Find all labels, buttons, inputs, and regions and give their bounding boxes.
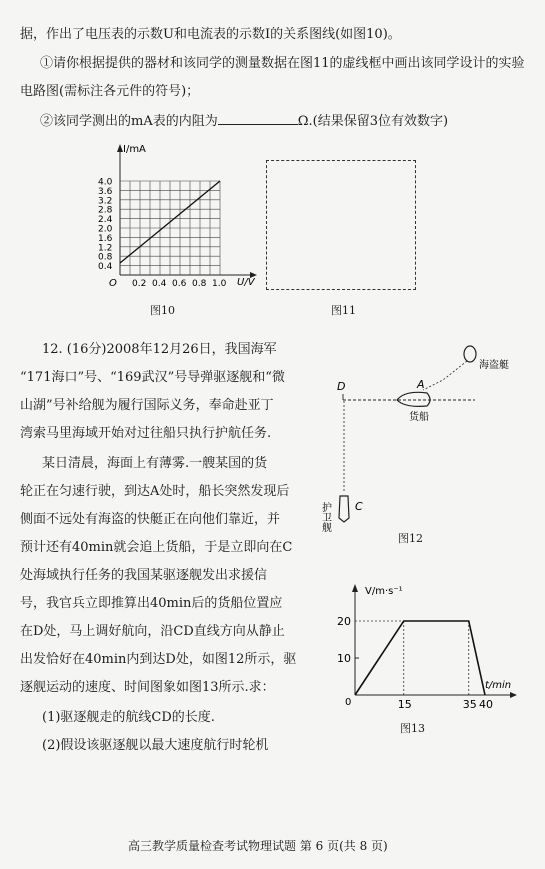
escort-label-1: 护卫舰	[319, 502, 331, 532]
text-line: 据，作出了电压表的示数U和电流表的示数I的关系图线(如图10)。	[20, 27, 401, 42]
pirate-label: 海盗艇	[479, 360, 509, 371]
point-d-label: D	[337, 380, 346, 393]
figure-13-graph	[325, 580, 525, 715]
figure-10-graph	[95, 140, 265, 295]
escort-ship-icon	[339, 496, 349, 522]
y-axis-label: I/mA	[123, 144, 146, 155]
y-tick-label: 10	[337, 652, 351, 665]
point-a-label: A	[417, 378, 425, 391]
q12-line: 逐舰运动的速度、时间图象如图13所示.求：	[20, 680, 275, 695]
q12-line: “171海口”号、“169武汉”号导弹驱逐舰和“微	[20, 370, 285, 385]
text-line: 电路图(需标注各元件的符号)；	[20, 84, 200, 99]
velocity-series-line	[355, 621, 485, 695]
x-tick-label: 1.0	[212, 279, 227, 289]
text-line: ①请你根据提供的器材和该同学的测量数据在图11的虚线框中画出该同学设计的实验	[40, 56, 525, 71]
q12-line: 侧面不远处有海盗的快艇正在向他们靠近，并	[20, 512, 281, 527]
figure-11-box	[266, 160, 416, 290]
x-tick-label: 15	[397, 698, 412, 711]
origin-label: 0	[345, 697, 352, 708]
y-tick-label: 2.4	[98, 215, 113, 226]
x-tick-label: 35	[462, 698, 477, 711]
point-c-label: C	[355, 500, 363, 513]
answer-blank	[218, 112, 298, 125]
q12-line: 出发恰好在40min内到达D处，如图12所示，驱	[20, 652, 297, 667]
q12-line: 山湖”号补给舰为履行国际义务，奉命赴亚丁	[20, 398, 274, 413]
q12-line: 某日清晨，海面上有薄雾.一艘某国的货	[42, 456, 268, 471]
y-tick-label: 4.0	[98, 177, 113, 188]
pirate-boat-icon	[464, 346, 476, 362]
x-tick-label: 40	[479, 698, 493, 711]
x-tick-label: 0.8	[192, 279, 207, 289]
q12-line: 湾索马里海域开始对过往船只执行护航任务.	[20, 426, 272, 441]
text-line	[40, 112, 448, 130]
figure-10-caption: 图10	[150, 304, 175, 317]
x-tick-label: 0.6	[172, 279, 187, 289]
figure-13-caption: 图13	[400, 722, 425, 735]
y-tick-label: 0.4	[98, 262, 113, 273]
figure-11-caption: 图11	[331, 304, 356, 317]
q12-line: 处海域执行任务的我国某驱逐舰发出求援信	[20, 568, 268, 583]
y-tick-label: 1.6	[98, 233, 113, 244]
text-part: ②该同学测出的mA表的内阻为	[40, 114, 218, 129]
y-tick-label: 2.0	[98, 224, 113, 235]
q12-line: 在D处，马上调好航向，沿CD直线方向从静止	[20, 624, 285, 639]
y-tick-label: 20	[337, 615, 351, 628]
q12-line: 预计还有40min就会追上货船，于是立即向在C	[20, 540, 293, 555]
text-part: Ω.(结果保留3位有效数字)	[297, 114, 449, 129]
q12-line: 轮正在匀速行驶，到达A处时，船长突然发现后	[20, 484, 290, 499]
y-tick-label: 1.2	[98, 243, 113, 254]
y-tick-label: 3.6	[98, 186, 113, 197]
page-footer: 高三教学质量检查考试物理试题 第 6 页(共 8 页)	[128, 839, 388, 853]
q12-line: 号，我官兵立即推算出40min后的货船位置应	[20, 596, 283, 611]
q12-line: (1)驱逐舰走的航线CD的长度.	[42, 710, 215, 725]
y-tick-label: 3.2	[98, 196, 113, 207]
y-axis-label: V/m·s⁻¹	[365, 586, 403, 597]
figure-12-caption: 图12	[398, 532, 423, 545]
cargo-label: 货船	[409, 412, 429, 423]
x-tick-label: 0.4	[152, 279, 167, 289]
figure-12-diagram	[319, 338, 540, 538]
x-tick-label: 0.2	[132, 279, 147, 289]
y-tick-label: 0.8	[98, 252, 113, 263]
q12-line: (2)假设该驱逐舰以最大速度航行时轮机	[42, 738, 269, 753]
origin-label: O	[109, 278, 117, 289]
q12-line: 12. (16分)2008年12月26日，我国海军	[42, 342, 277, 357]
x-axis-label: t/min	[485, 680, 512, 691]
y-tick-label: 2.8	[98, 205, 113, 216]
cargo-ship-icon	[397, 392, 430, 406]
x-axis-label: U/V	[237, 277, 255, 288]
